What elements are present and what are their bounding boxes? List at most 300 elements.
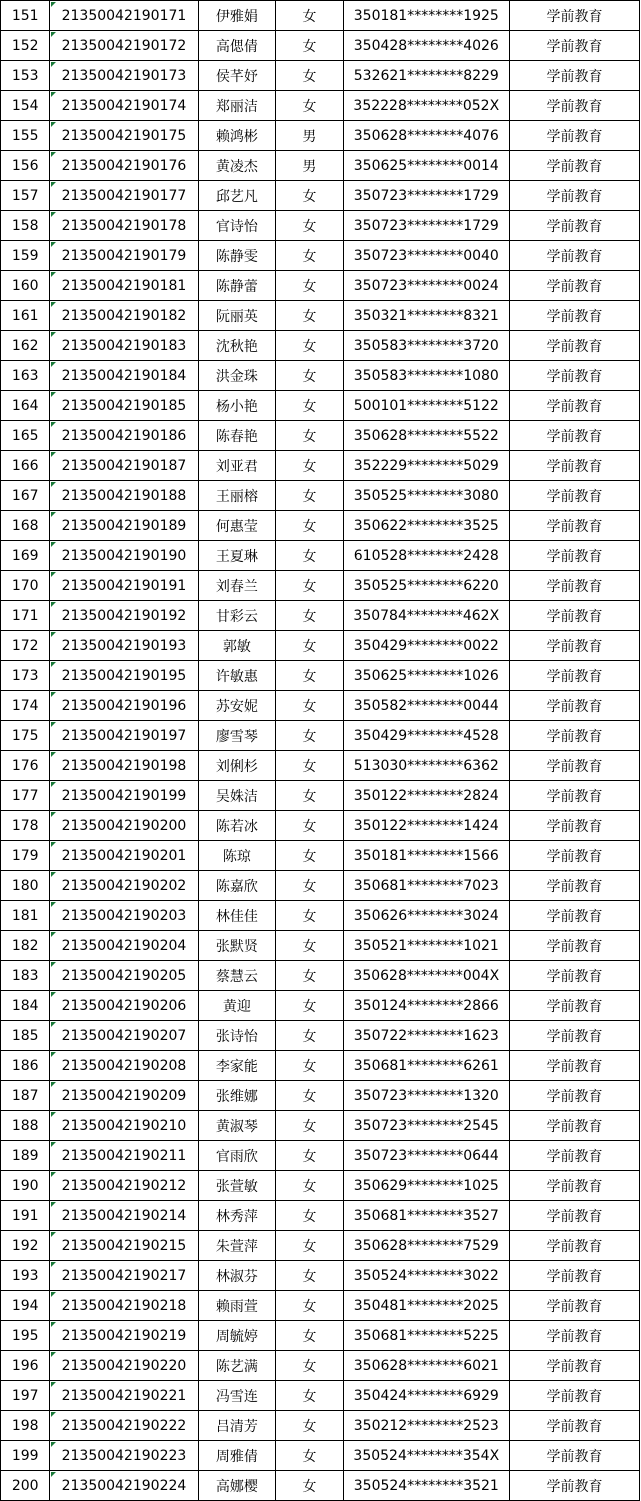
student-name-cell[interactable] [198,1381,276,1411]
gender-cell[interactable] [276,1291,344,1321]
gender-cell[interactable] [276,241,344,271]
major-cell[interactable] [509,1321,639,1351]
id-card-number-cell[interactable] [343,1471,509,1501]
major-cell[interactable] [509,301,639,331]
row-number-cell[interactable] [1,511,50,541]
id-card-number-cell[interactable] [343,1171,509,1201]
major-cell[interactable] [509,1111,639,1141]
major-cell[interactable] [509,151,639,181]
student-name-cell[interactable] [198,961,276,991]
gender-cell[interactable] [276,181,344,211]
row-number-cell[interactable] [1,91,50,121]
gender-cell[interactable] [276,1351,344,1381]
id-card-number-cell[interactable] [343,1111,509,1141]
id-card-number-cell[interactable] [343,991,509,1021]
student-id-cell[interactable] [50,841,198,871]
major-cell[interactable] [509,181,639,211]
gender-cell[interactable] [276,301,344,331]
student-name-cell[interactable] [198,421,276,451]
row-number-cell[interactable] [1,1351,50,1381]
student-name-cell[interactable] [198,541,276,571]
gender-cell[interactable] [276,631,344,661]
row-number-cell[interactable] [1,1111,50,1141]
major-cell[interactable] [509,451,639,481]
student-id-cell[interactable] [50,361,198,391]
student-id-cell[interactable] [50,1141,198,1171]
row-number-cell[interactable] [1,1141,50,1171]
major-cell[interactable] [509,1231,639,1261]
major-cell[interactable] [509,1291,639,1321]
id-card-number-cell[interactable] [343,721,509,751]
major-cell[interactable] [509,1471,639,1501]
major-cell[interactable] [509,721,639,751]
id-card-number-cell[interactable] [343,181,509,211]
gender-cell[interactable] [276,451,344,481]
major-cell[interactable] [509,241,639,271]
row-number-cell[interactable] [1,961,50,991]
row-number-cell[interactable] [1,271,50,301]
row-number-cell[interactable] [1,1261,50,1291]
student-id-cell[interactable] [50,331,198,361]
id-card-number-cell[interactable] [343,1051,509,1081]
gender-cell[interactable] [276,781,344,811]
student-name-cell[interactable] [198,121,276,151]
student-name-cell[interactable] [198,91,276,121]
id-card-number-cell[interactable] [343,91,509,121]
row-number-cell[interactable] [1,931,50,961]
student-id-cell[interactable] [50,1321,198,1351]
id-card-number-cell[interactable] [343,571,509,601]
major-cell[interactable] [509,421,639,451]
student-name-cell[interactable] [198,1081,276,1111]
id-card-number-cell[interactable] [343,1021,509,1051]
major-cell[interactable] [509,91,639,121]
major-cell[interactable] [509,541,639,571]
id-card-number-cell[interactable] [343,1231,509,1261]
student-id-cell[interactable] [50,421,198,451]
major-cell[interactable] [509,781,639,811]
student-id-cell[interactable] [50,1291,198,1321]
gender-cell[interactable] [276,121,344,151]
student-name-cell[interactable] [198,511,276,541]
student-id-cell[interactable] [50,1471,198,1501]
student-name-cell[interactable] [198,631,276,661]
major-cell[interactable] [509,991,639,1021]
student-name-cell[interactable] [198,1321,276,1351]
student-name-cell[interactable] [198,211,276,241]
student-id-cell[interactable] [50,391,198,421]
row-number-cell[interactable] [1,301,50,331]
student-name-cell[interactable] [198,1231,276,1261]
student-name-cell[interactable] [198,871,276,901]
major-cell[interactable] [509,1441,639,1471]
gender-cell[interactable] [276,721,344,751]
row-number-cell[interactable] [1,901,50,931]
row-number-cell[interactable] [1,1471,50,1501]
student-id-cell[interactable] [50,511,198,541]
id-card-number-cell[interactable] [343,241,509,271]
major-cell[interactable] [509,211,639,241]
student-id-cell[interactable] [50,991,198,1021]
major-cell[interactable] [509,901,639,931]
row-number-cell[interactable] [1,361,50,391]
id-card-number-cell[interactable] [343,781,509,811]
gender-cell[interactable] [276,1081,344,1111]
row-number-cell[interactable] [1,631,50,661]
row-number-cell[interactable] [1,751,50,781]
row-number-cell[interactable] [1,1231,50,1261]
student-name-cell[interactable] [198,271,276,301]
student-id-cell[interactable] [50,871,198,901]
id-card-number-cell[interactable] [343,451,509,481]
row-number-cell[interactable] [1,1021,50,1051]
gender-cell[interactable] [276,691,344,721]
row-number-cell[interactable] [1,781,50,811]
id-card-number-cell[interactable] [343,1081,509,1111]
student-name-cell[interactable] [198,1141,276,1171]
major-cell[interactable] [509,271,639,301]
major-cell[interactable] [509,871,639,901]
id-card-number-cell[interactable] [343,1441,509,1471]
student-name-cell[interactable] [198,181,276,211]
gender-cell[interactable] [276,901,344,931]
row-number-cell[interactable] [1,721,50,751]
major-cell[interactable] [509,931,639,961]
major-cell[interactable] [509,391,639,421]
row-number-cell[interactable] [1,661,50,691]
student-id-cell[interactable] [50,271,198,301]
student-name-cell[interactable] [198,571,276,601]
student-name-cell[interactable] [198,1201,276,1231]
student-id-cell[interactable] [50,751,198,781]
student-id-cell[interactable] [50,1171,198,1201]
student-id-cell[interactable] [50,181,198,211]
student-name-cell[interactable] [198,1111,276,1141]
major-cell[interactable] [509,751,639,781]
row-number-cell[interactable] [1,1411,50,1441]
id-card-number-cell[interactable] [343,871,509,901]
id-card-number-cell[interactable] [343,31,509,61]
student-name-cell[interactable] [198,31,276,61]
row-number-cell[interactable] [1,841,50,871]
row-number-cell[interactable] [1,151,50,181]
id-card-number-cell[interactable] [343,331,509,361]
row-number-cell[interactable] [1,1201,50,1231]
row-number-cell[interactable] [1,481,50,511]
student-name-cell[interactable] [198,691,276,721]
row-number-cell[interactable] [1,1,50,31]
student-id-cell[interactable] [50,541,198,571]
student-id-cell[interactable] [50,1231,198,1261]
row-number-cell[interactable] [1,31,50,61]
major-cell[interactable] [509,1,639,31]
student-id-cell[interactable] [50,151,198,181]
id-card-number-cell[interactable] [343,1291,509,1321]
student-id-cell[interactable] [50,301,198,331]
id-card-number-cell[interactable] [343,601,509,631]
row-number-cell[interactable] [1,601,50,631]
major-cell[interactable] [509,481,639,511]
gender-cell[interactable] [276,751,344,781]
id-card-number-cell[interactable] [343,361,509,391]
gender-cell[interactable] [276,1051,344,1081]
id-card-number-cell[interactable] [343,751,509,781]
row-number-cell[interactable] [1,61,50,91]
gender-cell[interactable] [276,1171,344,1201]
student-name-cell[interactable] [198,241,276,271]
gender-cell[interactable] [276,1111,344,1141]
student-name-cell[interactable] [198,1021,276,1051]
gender-cell[interactable] [276,1411,344,1441]
id-card-number-cell[interactable] [343,1201,509,1231]
gender-cell[interactable] [276,211,344,241]
gender-cell[interactable] [276,331,344,361]
row-number-cell[interactable] [1,181,50,211]
major-cell[interactable] [509,331,639,361]
id-card-number-cell[interactable] [343,481,509,511]
row-number-cell[interactable] [1,1441,50,1471]
gender-cell[interactable] [276,1021,344,1051]
id-card-number-cell[interactable] [343,301,509,331]
major-cell[interactable] [509,631,639,661]
row-number-cell[interactable] [1,451,50,481]
id-card-number-cell[interactable] [343,1411,509,1441]
student-name-cell[interactable] [198,451,276,481]
major-cell[interactable] [509,1081,639,1111]
major-cell[interactable] [509,1051,639,1081]
major-cell[interactable] [509,31,639,61]
student-name-cell[interactable] [198,151,276,181]
gender-cell[interactable] [276,271,344,301]
gender-cell[interactable] [276,1231,344,1261]
gender-cell[interactable] [276,1381,344,1411]
id-card-number-cell[interactable] [343,841,509,871]
student-name-cell[interactable] [198,361,276,391]
student-name-cell[interactable] [198,721,276,751]
student-id-cell[interactable] [50,1381,198,1411]
student-name-cell[interactable] [198,1171,276,1201]
row-number-cell[interactable] [1,1381,50,1411]
major-cell[interactable] [509,511,639,541]
major-cell[interactable] [509,1351,639,1381]
gender-cell[interactable] [276,1201,344,1231]
row-number-cell[interactable] [1,331,50,361]
student-id-cell[interactable] [50,31,198,61]
student-name-cell[interactable] [198,841,276,871]
row-number-cell[interactable] [1,691,50,721]
major-cell[interactable] [509,661,639,691]
student-id-cell[interactable] [50,1021,198,1051]
row-number-cell[interactable] [1,121,50,151]
gender-cell[interactable] [276,511,344,541]
student-id-cell[interactable] [50,1081,198,1111]
row-number-cell[interactable] [1,871,50,901]
student-id-cell[interactable] [50,61,198,91]
student-id-cell[interactable] [50,961,198,991]
student-name-cell[interactable] [198,811,276,841]
major-cell[interactable] [509,601,639,631]
student-name-cell[interactable] [198,781,276,811]
row-number-cell[interactable] [1,211,50,241]
student-id-cell[interactable] [50,241,198,271]
major-cell[interactable] [509,1171,639,1201]
id-card-number-cell[interactable] [343,811,509,841]
gender-cell[interactable] [276,871,344,901]
major-cell[interactable] [509,1141,639,1171]
major-cell[interactable] [509,811,639,841]
row-number-cell[interactable] [1,421,50,451]
student-id-cell[interactable] [50,691,198,721]
student-id-cell[interactable] [50,601,198,631]
student-id-cell[interactable] [50,451,198,481]
student-id-cell[interactable] [50,1441,198,1471]
gender-cell[interactable] [276,61,344,91]
row-number-cell[interactable] [1,241,50,271]
gender-cell[interactable] [276,1,344,31]
row-number-cell[interactable] [1,571,50,601]
row-number-cell[interactable] [1,391,50,421]
gender-cell[interactable] [276,661,344,691]
major-cell[interactable] [509,1261,639,1291]
student-id-cell[interactable] [50,571,198,601]
gender-cell[interactable] [276,841,344,871]
major-cell[interactable] [509,841,639,871]
major-cell[interactable] [509,691,639,721]
id-card-number-cell[interactable] [343,151,509,181]
id-card-number-cell[interactable] [343,271,509,301]
student-id-cell[interactable] [50,481,198,511]
student-id-cell[interactable] [50,931,198,961]
row-number-cell[interactable] [1,1321,50,1351]
gender-cell[interactable] [276,361,344,391]
student-name-cell[interactable] [198,901,276,931]
student-id-cell[interactable] [50,781,198,811]
major-cell[interactable] [509,1201,639,1231]
student-name-cell[interactable] [198,601,276,631]
id-card-number-cell[interactable] [343,121,509,151]
major-cell[interactable] [509,1381,639,1411]
major-cell[interactable] [509,961,639,991]
row-number-cell[interactable] [1,1051,50,1081]
major-cell[interactable] [509,1021,639,1051]
gender-cell[interactable] [276,1261,344,1291]
student-id-cell[interactable] [50,1111,198,1141]
student-id-cell[interactable] [50,1,198,31]
student-name-cell[interactable] [198,331,276,361]
student-id-cell[interactable] [50,211,198,241]
id-card-number-cell[interactable] [343,1261,509,1291]
student-name-cell[interactable] [198,1411,276,1441]
student-id-cell[interactable] [50,1051,198,1081]
student-name-cell[interactable] [198,391,276,421]
student-id-cell[interactable] [50,121,198,151]
id-card-number-cell[interactable] [343,541,509,571]
id-card-number-cell[interactable] [343,931,509,961]
gender-cell[interactable] [276,1471,344,1501]
gender-cell[interactable] [276,1321,344,1351]
student-id-cell[interactable] [50,901,198,931]
student-name-cell[interactable] [198,1471,276,1501]
student-id-cell[interactable] [50,1351,198,1381]
student-id-cell[interactable] [50,811,198,841]
student-name-cell[interactable] [198,1291,276,1321]
gender-cell[interactable] [276,931,344,961]
gender-cell[interactable] [276,1441,344,1471]
id-card-number-cell[interactable] [343,391,509,421]
id-card-number-cell[interactable] [343,211,509,241]
id-card-number-cell[interactable] [343,1321,509,1351]
major-cell[interactable] [509,61,639,91]
row-number-cell[interactable] [1,541,50,571]
student-name-cell[interactable] [198,661,276,691]
id-card-number-cell[interactable] [343,661,509,691]
gender-cell[interactable] [276,421,344,451]
gender-cell[interactable] [276,601,344,631]
gender-cell[interactable] [276,481,344,511]
gender-cell[interactable] [276,541,344,571]
id-card-number-cell[interactable] [343,61,509,91]
student-id-cell[interactable] [50,91,198,121]
student-name-cell[interactable] [198,991,276,1021]
student-name-cell[interactable] [198,1,276,31]
gender-cell[interactable] [276,1141,344,1171]
id-card-number-cell[interactable] [343,1141,509,1171]
student-name-cell[interactable] [198,1051,276,1081]
id-card-number-cell[interactable] [343,511,509,541]
gender-cell[interactable] [276,391,344,421]
student-id-cell[interactable] [50,1261,198,1291]
id-card-number-cell[interactable] [343,1351,509,1381]
row-number-cell[interactable] [1,991,50,1021]
id-card-number-cell[interactable] [343,421,509,451]
student-name-cell[interactable] [198,1441,276,1471]
student-id-cell[interactable] [50,661,198,691]
id-card-number-cell[interactable] [343,691,509,721]
student-name-cell[interactable] [198,931,276,961]
student-name-cell[interactable] [198,1351,276,1381]
student-name-cell[interactable] [198,1261,276,1291]
student-name-cell[interactable] [198,61,276,91]
id-card-number-cell[interactable] [343,961,509,991]
id-card-number-cell[interactable] [343,1381,509,1411]
student-id-cell[interactable] [50,1411,198,1441]
student-id-cell[interactable] [50,631,198,661]
major-cell[interactable] [509,571,639,601]
gender-cell[interactable] [276,571,344,601]
gender-cell[interactable] [276,961,344,991]
student-id-cell[interactable] [50,721,198,751]
row-number-cell[interactable] [1,1291,50,1321]
major-cell[interactable] [509,1411,639,1441]
student-name-cell[interactable] [198,481,276,511]
id-card-number-cell[interactable] [343,631,509,661]
id-card-number-cell[interactable] [343,901,509,931]
id-card-number-cell[interactable] [343,1,509,31]
row-number-cell[interactable] [1,811,50,841]
gender-cell[interactable] [276,811,344,841]
row-number-cell[interactable] [1,1171,50,1201]
row-number-cell[interactable] [1,1081,50,1111]
gender-cell[interactable] [276,91,344,121]
student-name-cell[interactable] [198,751,276,781]
gender-cell[interactable] [276,151,344,181]
gender-cell[interactable] [276,31,344,61]
major-cell[interactable] [509,361,639,391]
major-cell[interactable] [509,121,639,151]
student-id-cell[interactable] [50,1201,198,1231]
student-name-cell[interactable] [198,301,276,331]
gender-cell[interactable] [276,991,344,1021]
